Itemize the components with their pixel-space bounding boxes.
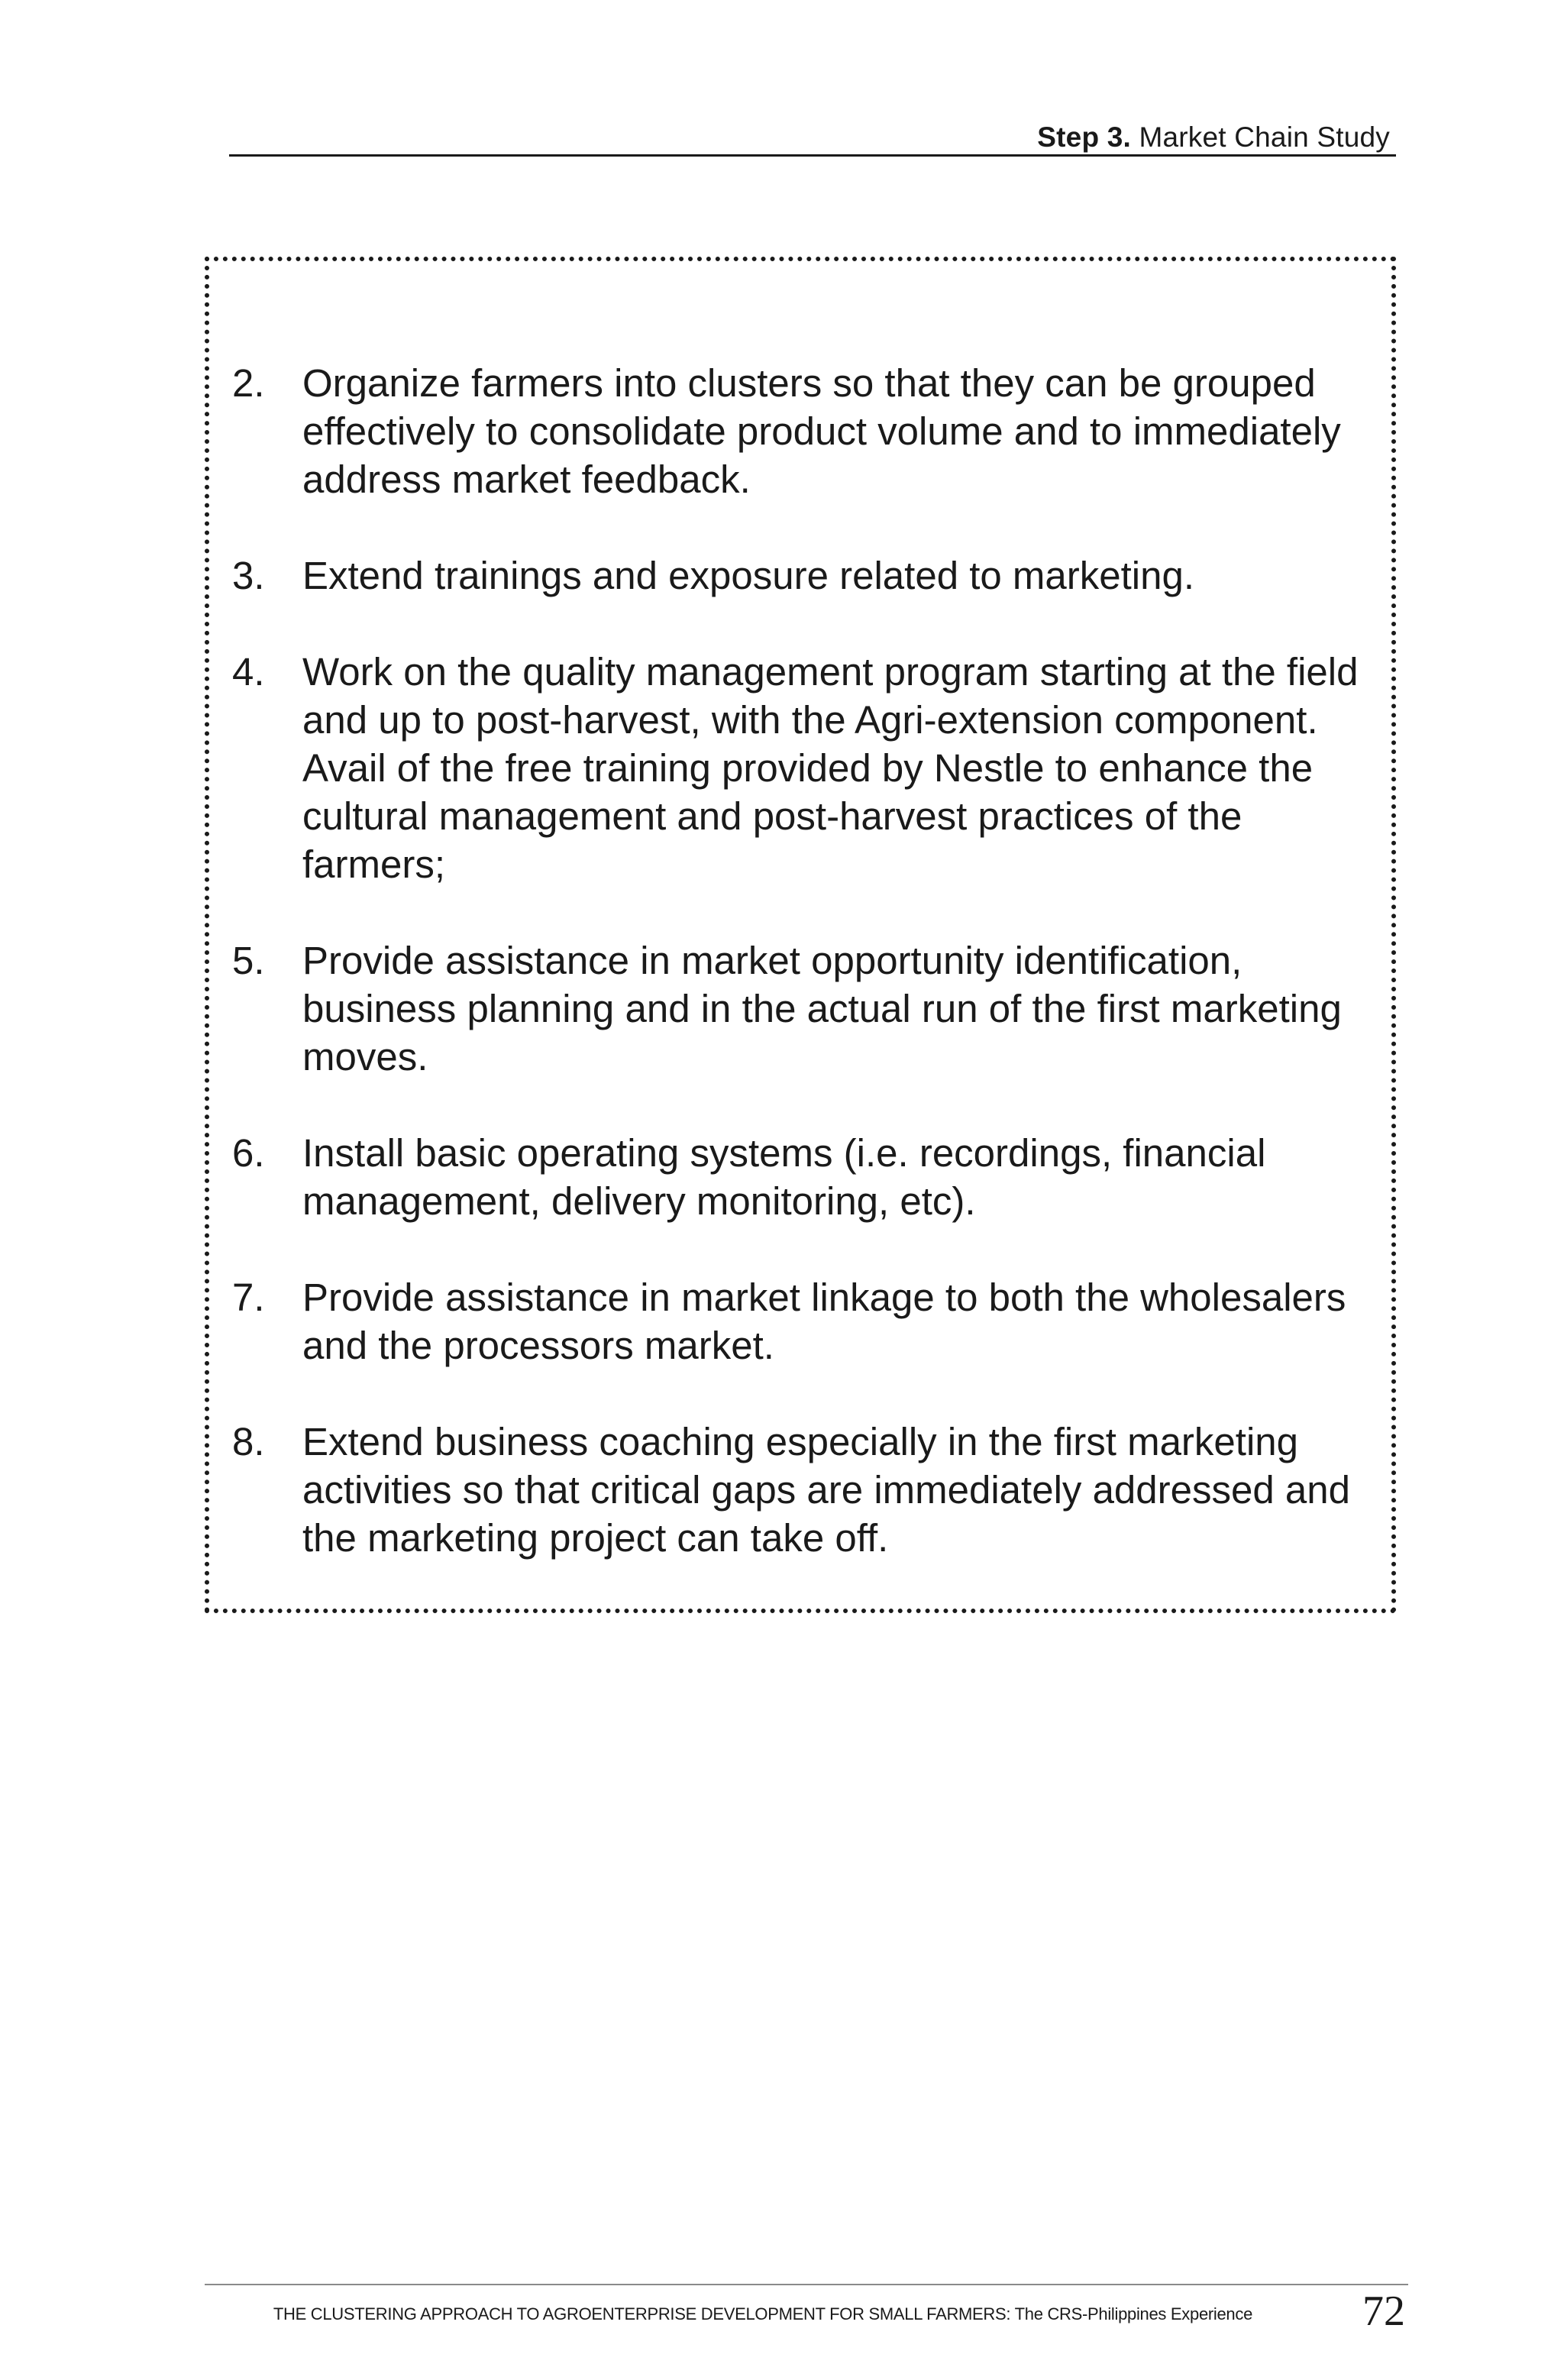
item-number: 3. xyxy=(232,554,265,597)
item-text: Organize farmers into clusters so that they can be grouped effectively to consolidate product volume and to immediately address market feedback. xyxy=(302,361,1341,501)
step-label: Step 3. xyxy=(1037,121,1131,153)
item-text: Provide assistance in market opportunity identification, business planning and in the actual run of the first marketing moves. xyxy=(302,939,1342,1078)
page-number: 72 xyxy=(1362,2288,1405,2335)
recommendations-list xyxy=(232,359,1378,1610)
recommendations-box xyxy=(205,257,1396,1613)
item-text: Extend trainings and exposure related to marketing. xyxy=(302,554,1195,597)
list-item xyxy=(232,1273,1378,1369)
list-item xyxy=(232,1129,1378,1225)
running-header xyxy=(229,121,1396,157)
footer-divider xyxy=(205,2284,1408,2285)
item-text: Extend business coaching especially in the first marketing activities so that critical gaps are immediately addressed and the marketing project can take off. xyxy=(302,1420,1350,1560)
list-item xyxy=(232,551,1378,600)
item-number: 8. xyxy=(232,1420,265,1463)
item-text: Provide assistance in market linkage to both the wholesalers and the processors market. xyxy=(302,1276,1346,1367)
item-text: Install basic operating systems (i.e. recordings, financial management, delivery monitoring, etc). xyxy=(302,1131,1266,1223)
item-number: 7. xyxy=(232,1276,265,1319)
item-number: 2. xyxy=(232,361,265,405)
item-number: 5. xyxy=(232,939,265,982)
item-number: 6. xyxy=(232,1131,265,1175)
list-item xyxy=(232,936,1378,1081)
step-title: Market Chain Study xyxy=(1139,121,1390,153)
list-item xyxy=(232,359,1378,503)
list-item xyxy=(232,648,1378,888)
item-text: Work on the quality management program starting at the field and up to post-harvest, with the Agri-extension component. Avail of the free training provided by Nestle to enhance the cultural management and post-harvest practices of the farmers; xyxy=(302,650,1359,886)
list-item xyxy=(232,1418,1378,1562)
footer-book-title: THE CLUSTERING APPROACH TO AGROENTERPRISE DEVELOPMENT FOR SMALL FARMERS: The CRS-Philippines Experience xyxy=(273,2304,1252,2323)
item-number: 4. xyxy=(232,650,265,694)
